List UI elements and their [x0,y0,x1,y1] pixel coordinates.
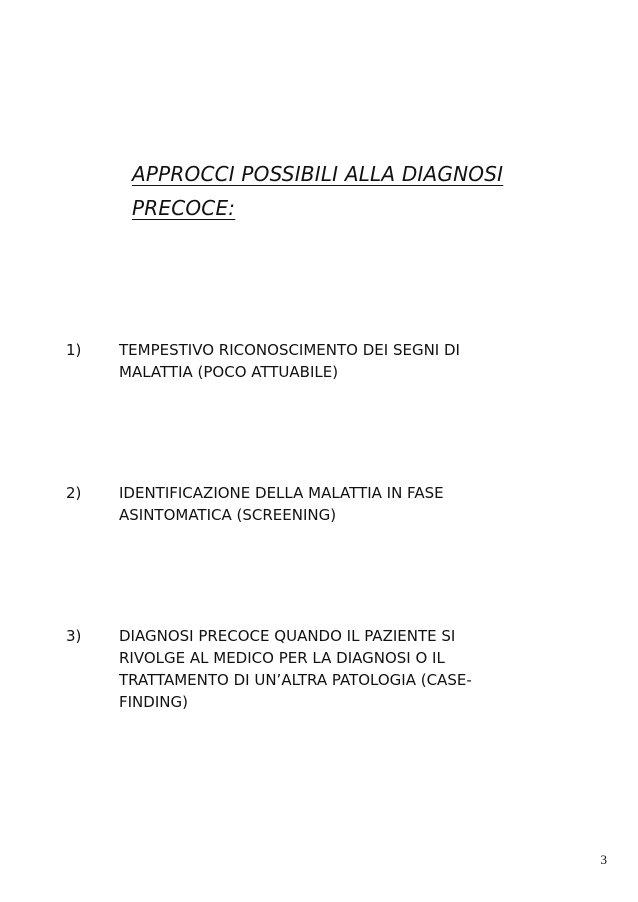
list-item-number: 2) [66,484,82,502]
list-item [66,339,586,383]
list-item-number: 1) [66,341,82,359]
list-item-text: TEMPESTIVO RICONOSCIMENTO DEI SEGNI DI MALATTIA (POCO ATTUABILE) [119,341,460,381]
page-title [132,157,602,225]
title-line-1: APPROCCI POSSIBILI ALLA DIAGNOSI [132,162,504,186]
title-line-2: PRECOCE: [132,196,236,220]
list-item-text: IDENTIFICAZIONE DELLA MALATTIA IN FASE ASINTOMATICA (SCREENING) [119,484,444,524]
list-item-number: 3) [66,627,82,645]
list-item [66,625,586,713]
list-item [66,482,586,526]
list-item-text: DIAGNOSI PRECOCE QUANDO IL PAZIENTE SI RIVOLGE AL MEDICO PER LA DIAGNOSI O IL TRATTAMENTO DI UN’ALTRA PATOLOGIA (CASE- FINDING) [119,627,472,711]
page-number: 3 [600,852,607,867]
